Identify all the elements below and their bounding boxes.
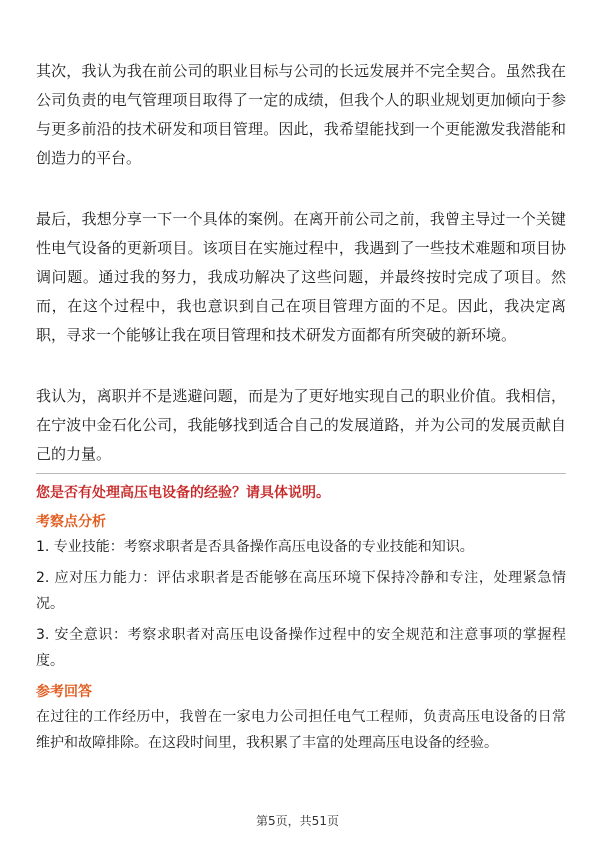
analysis-list [36,534,566,674]
interview-question: 您是否有处理高压电设备的经验？请具体说明。 [36,485,330,501]
reference-answer-heading: 参考回答 [36,684,92,700]
section-divider [36,473,566,474]
page-footer: 第5页，共51页 [256,814,339,828]
list-item: 3. 安全意识：考察求职者对高压电设备操作过程中的安全规范和注意事项的掌握程度。 [36,627,566,669]
analysis-heading: 考察点分析 [36,514,106,530]
page-content [36,57,566,756]
list-item: 2. 应对压力能力：评估求职者是否能够在高压环境下保持冷静和专注，处理紧急情况。 [36,570,566,612]
list-item: 1. 专业技能：考察求职者是否具备操作高压电设备的专业技能和知识。 [36,539,474,555]
paragraph-case-study: 最后，我想分享一下一个具体的案例。在离开前公司之前，我曾主导过一个关键性电气设备的更新项目。该项目在实施过程中，我遇到了一些技术难题和项目协调问题。通过我的努力，我成功解决了这些问题，并最终按时完成了项目。然而，在这个过程中，我也意识到自己在项目管理方面的不足。因此，我决定离职，寻求一个能够让我在项目管理和技术研发方面都有所突破的新环境。 [36,210,566,344]
reference-answer-text: 在过往的工作经历中，我曾在一家电力公司担任电气工程师，负责高压电设备的日常维护和故障排除。在这段时间里，我积累了丰富的处理高压电设备的经验。 [36,709,566,751]
paragraph-conclusion: 我认为，离职并不是逃避问题，而是为了更好地实现自己的职业价值。我相信，在宁波中金石化公司，我能够找到适合自己的发展道路，并为公司的发展贡献自己的力量。 [36,387,566,463]
paragraph-career-goals: 其次，我认为我在前公司的职业目标与公司的长远发展并不完全契合。虽然我在公司负责的电气管理项目取得了一定的成绩，但我个人的职业规划更加倾向于参与更多前沿的技术研发和项目管理。因此，我希望能找到一个更能激发我潜能和创造力的平台。 [36,62,566,167]
